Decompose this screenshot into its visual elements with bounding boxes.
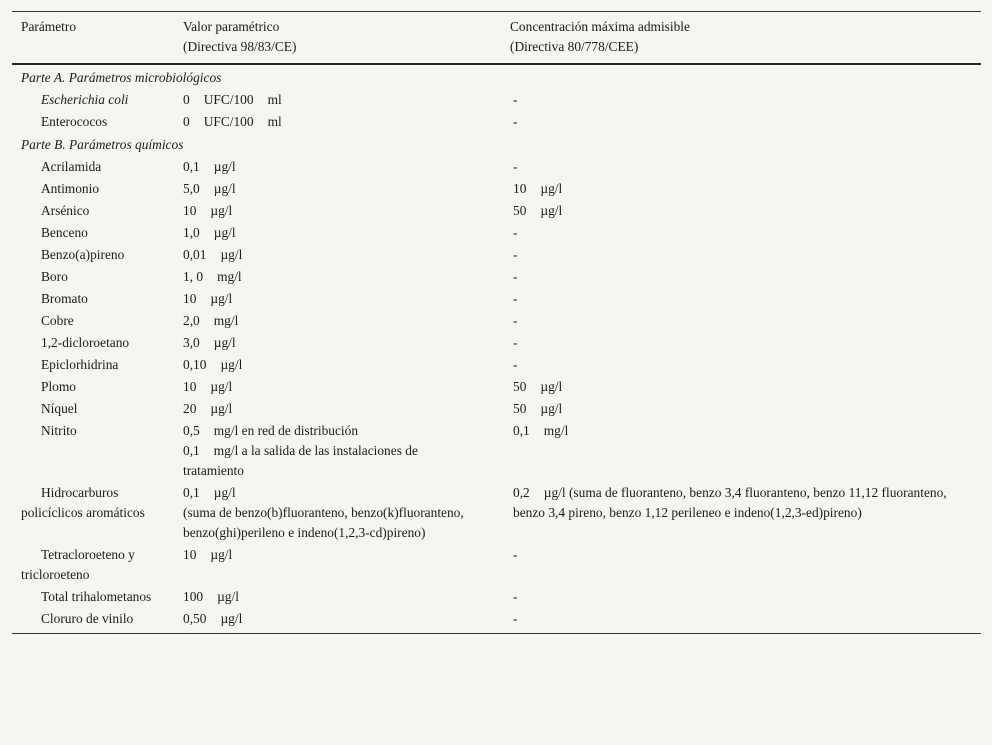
header-cma-line2: (Directiva 80/778/CEE) <box>510 39 639 54</box>
param-value <box>174 398 501 420</box>
value-number: 10 <box>183 379 197 394</box>
param-name: 1,2-dicloroetano <box>41 335 130 350</box>
table-row <box>12 376 981 398</box>
param-name: Benzo(a)pireno <box>41 247 125 262</box>
value-unit: µg/l <box>210 203 233 218</box>
value-unit: µg/l <box>213 485 236 500</box>
table-row <box>12 586 981 608</box>
table-row <box>12 178 981 200</box>
cma-number: - <box>513 291 518 306</box>
param-name: Total trihalometanos <box>41 589 152 604</box>
value-unit: µg/l <box>210 401 233 416</box>
cma-number: - <box>513 92 518 107</box>
param-value <box>174 354 501 376</box>
header-concentracion-maxima <box>501 12 981 65</box>
param-name-text: Escherichia coli <box>41 92 129 107</box>
cma-number: - <box>513 313 518 328</box>
cma-number: 50 <box>513 401 527 416</box>
table-row <box>12 200 981 222</box>
param-name: Plomo <box>41 379 76 394</box>
param-name: Enterococos <box>41 114 108 129</box>
value-number: 3,0 <box>183 335 200 350</box>
cma-number: - <box>513 114 518 129</box>
param-value <box>174 111 501 133</box>
param-value <box>174 544 501 586</box>
header-parametro <box>12 12 174 65</box>
header-valor-parametrico <box>174 12 501 65</box>
param-cma <box>501 544 981 586</box>
param-name: Níquel <box>41 401 78 416</box>
cma-unit: µg/l <box>540 203 563 218</box>
param-value <box>174 156 501 178</box>
param-cma <box>501 398 981 420</box>
table-row <box>12 310 981 332</box>
value-number: 1, 0 <box>183 269 204 284</box>
value-unit: µg/l <box>217 589 239 604</box>
param-name <box>12 89 174 111</box>
param-name: Acrilamida <box>41 159 102 174</box>
param-cma <box>501 266 981 288</box>
param-cma <box>501 89 981 111</box>
section-title-b: Parte B. Parámetros químicos <box>21 137 184 152</box>
param-cma <box>501 244 981 266</box>
value-unit: µg/l <box>213 181 236 196</box>
value-number: 1,0 <box>183 225 200 240</box>
cma-number: - <box>513 269 518 284</box>
param-value <box>174 376 501 398</box>
param-value <box>174 482 501 544</box>
param-name: Benceno <box>41 225 88 240</box>
param-name: Antimonio <box>41 181 100 196</box>
value-unit: µg/l <box>213 335 236 350</box>
param-value <box>174 89 501 111</box>
value-unit: µg/l <box>220 247 243 262</box>
cma-number: 0,1 <box>513 423 530 438</box>
table-row <box>12 244 981 266</box>
param-cma <box>501 376 981 398</box>
value-unit: µg/l <box>210 291 233 306</box>
param-cma <box>501 608 981 634</box>
param-value <box>174 178 501 200</box>
param-name: Tetracloroeteno y tricloroeteno <box>21 547 135 582</box>
table-header <box>12 12 981 65</box>
table-row <box>12 398 981 420</box>
cma-number: - <box>513 357 518 372</box>
param-cma <box>501 288 981 310</box>
value-number: 10 <box>183 291 197 306</box>
param-cma <box>501 354 981 376</box>
param-cma <box>501 111 981 133</box>
value-line-2 <box>183 441 477 481</box>
param-value <box>174 288 501 310</box>
param-name: Arsénico <box>41 203 90 218</box>
cma-unit: µg/l <box>540 379 563 394</box>
param-cma <box>501 200 981 222</box>
table-row <box>12 420 981 482</box>
table-row <box>12 89 981 111</box>
table-row <box>12 111 981 133</box>
param-value <box>174 310 501 332</box>
value-number: 0,01 <box>183 247 207 262</box>
table-row <box>12 354 981 376</box>
value-number: 0,1 <box>183 485 200 500</box>
value-line-1 <box>183 421 477 441</box>
cma-number: - <box>513 335 518 350</box>
header-row <box>12 12 981 65</box>
value-unit: µg/l <box>220 357 243 372</box>
cma-number: - <box>513 225 518 240</box>
cma-unit: µg/l (suma de fluoranteno, benzo 3,4 fluoranteno, benzo 11,12 fluoranteno, benzo 3,4 pireno, benzo 1,12 perileneo e indeno(1,2,3-ed)pireno) <box>513 485 947 520</box>
section-title-a: Parte A. Parámetros microbiológicos <box>21 70 222 85</box>
value-unit: µg/l <box>213 159 236 174</box>
param-name: Cloruro de vinilo <box>41 611 134 626</box>
param-cma <box>501 156 981 178</box>
value-unit: mg/l <box>217 269 242 284</box>
param-name: Bromato <box>41 291 88 306</box>
param-cma <box>501 222 981 244</box>
cma-number: - <box>513 159 518 174</box>
param-cma <box>501 586 981 608</box>
param-name: Hidrocarburos policíclicos aromáticos <box>21 485 145 520</box>
value-unit: µg/l <box>210 547 233 562</box>
value-number: 0,1 <box>183 159 200 174</box>
param-name: Cobre <box>41 313 74 328</box>
value-number: 0,1 <box>183 443 200 458</box>
param-cma <box>501 178 981 200</box>
cma-number: - <box>513 589 518 604</box>
param-cma <box>501 332 981 354</box>
cma-unit: µg/l <box>540 401 563 416</box>
param-cma <box>501 420 981 482</box>
parameters-table <box>12 11 981 634</box>
value-number: 0,5 <box>183 423 200 438</box>
value-number: 100 <box>183 589 204 604</box>
cma-number: 0,2 <box>513 485 530 500</box>
cma-number: 50 <box>513 203 527 218</box>
header-param-label: Parámetro <box>21 19 77 34</box>
header-val-line1: Valor paramétrico <box>183 19 280 34</box>
cma-unit: mg/l <box>543 423 569 438</box>
header-val-line2: (Directiva 98/83/CE) <box>183 39 297 54</box>
param-value <box>174 608 501 634</box>
value-unit: µg/l <box>213 225 236 240</box>
value-number: 0,10 <box>183 357 207 372</box>
value-unit: mg/l <box>213 313 239 328</box>
param-value <box>174 332 501 354</box>
value-number: 10 <box>183 547 197 562</box>
value-note: (suma de benzo(b)fluoranteno, benzo(k)fluoranteno, benzo(ghi)perileno e indeno(1,2,3-cd)pireno) <box>183 505 464 540</box>
value-number: 20 <box>183 401 197 416</box>
param-name: Nitrito <box>41 423 77 438</box>
value-line-1 <box>183 483 477 503</box>
param-value <box>174 222 501 244</box>
value-number: 10 <box>183 203 197 218</box>
value-unit-extra: ml <box>267 114 282 129</box>
param-cma <box>501 310 981 332</box>
param-value <box>174 244 501 266</box>
param-value <box>174 200 501 222</box>
value-unit-extra: ml <box>267 92 282 107</box>
cma-number: 10 <box>513 181 527 196</box>
value-unit: mg/l en red de distribución <box>213 423 359 438</box>
param-name: Epiclorhidrina <box>41 357 119 372</box>
value-number: 0 <box>183 114 190 129</box>
value-number: 2,0 <box>183 313 200 328</box>
param-value <box>174 420 501 482</box>
section-row-b <box>12 133 981 156</box>
value-unit: µg/l <box>210 379 233 394</box>
section-row-a <box>12 64 981 89</box>
table-row <box>12 222 981 244</box>
param-cma <box>501 482 981 544</box>
param-value <box>174 266 501 288</box>
header-cma-line1: Concentración máxima admisible <box>510 19 690 34</box>
cma-unit: µg/l <box>540 181 563 196</box>
value-unit: mg/l a la salida de las instalaciones de tratamiento <box>183 443 418 478</box>
param-name: Boro <box>41 269 68 284</box>
table-row <box>12 482 981 544</box>
table-row <box>12 332 981 354</box>
value-number: 5,0 <box>183 181 200 196</box>
cma-number: - <box>513 611 518 626</box>
cma-number: - <box>513 547 518 562</box>
table-row <box>12 266 981 288</box>
cma-number: 50 <box>513 379 527 394</box>
value-number: 0,50 <box>183 611 207 626</box>
table-body <box>12 64 981 634</box>
table-row <box>12 544 981 586</box>
param-value <box>174 586 501 608</box>
table-row <box>12 608 981 634</box>
table-row <box>12 288 981 310</box>
value-number: 0 <box>183 92 190 107</box>
value-unit: µg/l <box>220 611 243 626</box>
cma-number: - <box>513 247 518 262</box>
table-row <box>12 156 981 178</box>
value-unit: UFC/100 <box>203 92 254 107</box>
value-unit: UFC/100 <box>203 114 254 129</box>
